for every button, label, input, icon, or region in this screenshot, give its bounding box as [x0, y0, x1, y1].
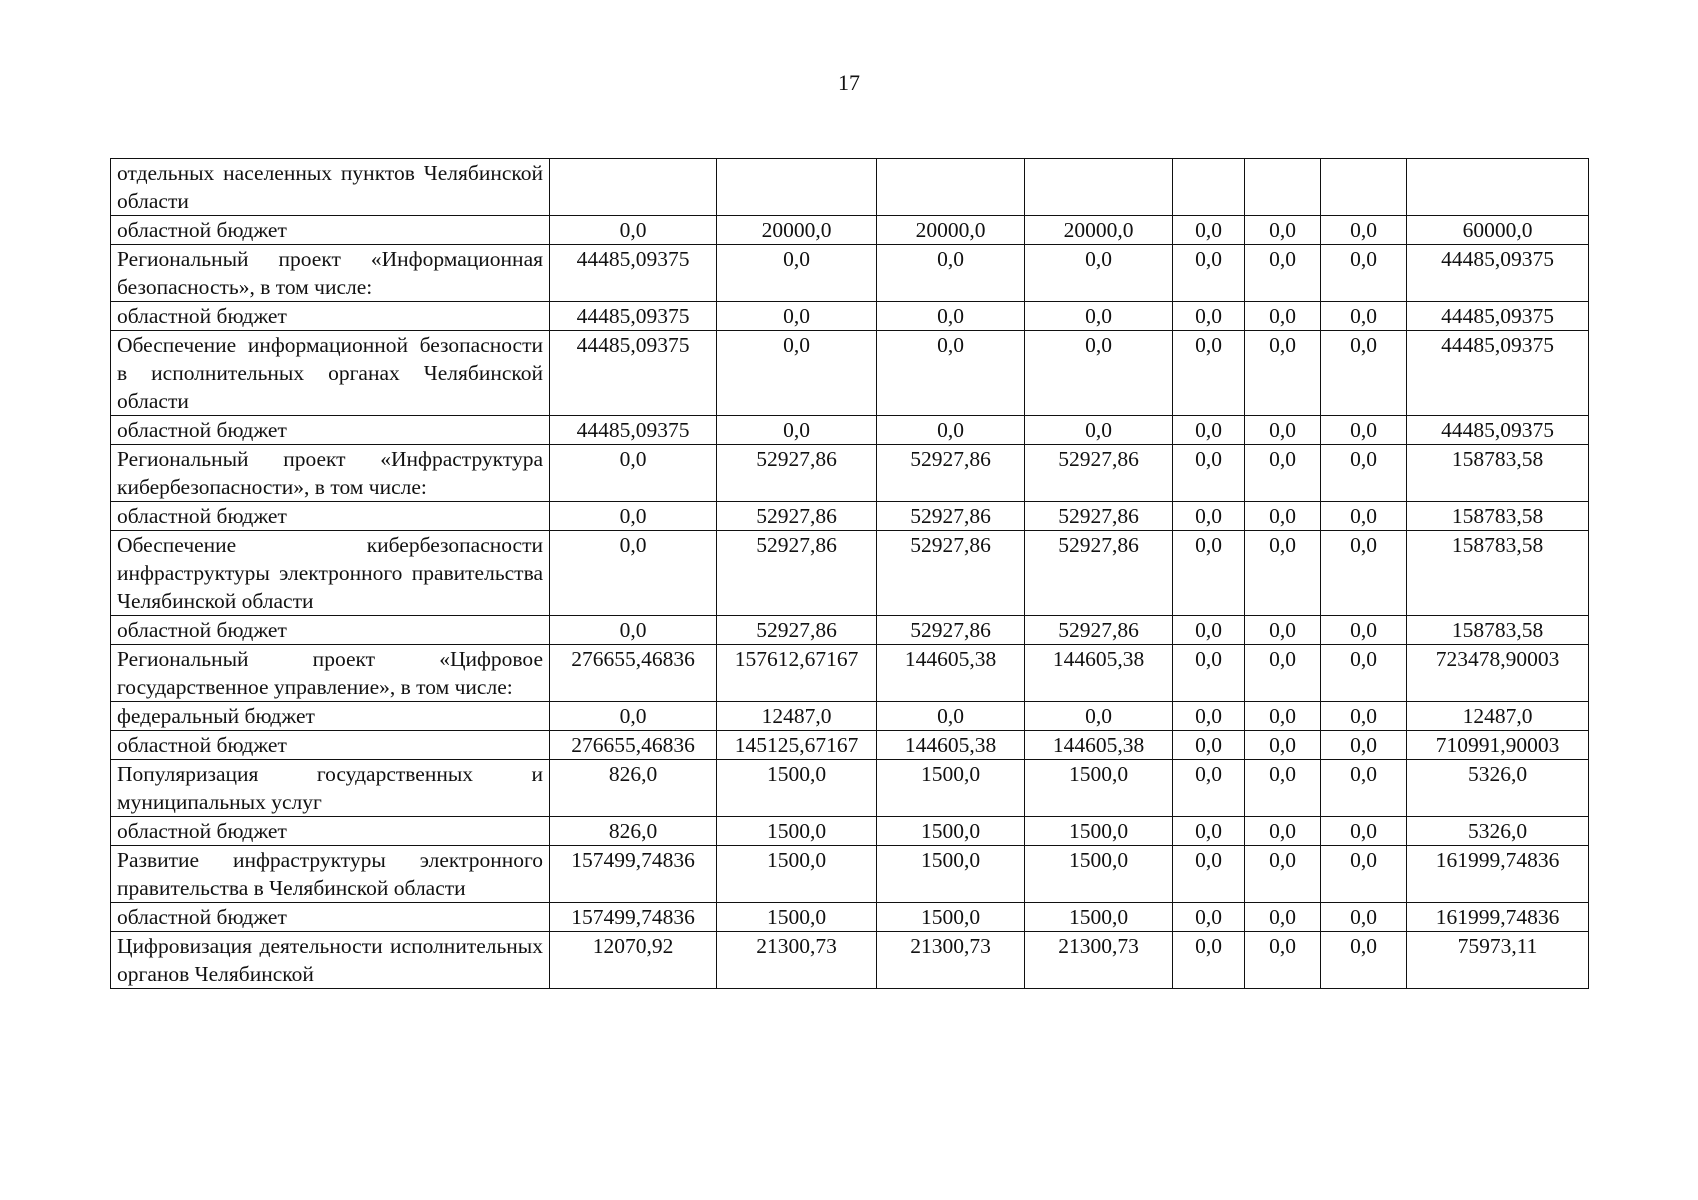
value-cell: 44485,09375 [1407, 416, 1589, 445]
value-cell: 144605,38 [877, 731, 1025, 760]
table-row [111, 731, 1589, 760]
value-cell: 52927,86 [717, 445, 877, 502]
table-row [111, 245, 1589, 302]
value-cell: 0,0 [1173, 903, 1245, 932]
value-cell: 0,0 [1025, 416, 1173, 445]
value-cell: 0,0 [1173, 502, 1245, 531]
value-cell: 0,0 [1245, 702, 1321, 731]
row-label: Обеспечение информационной безопасности в исполнительных органах Челябинской области [111, 331, 550, 416]
value-cell: 20000,0 [877, 216, 1025, 245]
value-cell: 158783,58 [1407, 616, 1589, 645]
value-cell: 21300,73 [877, 932, 1025, 989]
value-cell: 0,0 [1321, 245, 1407, 302]
value-cell [1173, 159, 1245, 216]
value-cell: 60000,0 [1407, 216, 1589, 245]
value-cell: 0,0 [550, 531, 717, 616]
value-cell: 0,0 [1245, 502, 1321, 531]
value-cell: 157612,67167 [717, 645, 877, 702]
value-cell: 44485,09375 [550, 331, 717, 416]
value-cell [550, 159, 717, 216]
value-cell: 0,0 [1173, 416, 1245, 445]
value-cell: 0,0 [717, 331, 877, 416]
table-row [111, 903, 1589, 932]
value-cell: 0,0 [877, 331, 1025, 416]
table-row [111, 760, 1589, 817]
value-cell: 157499,74836 [550, 846, 717, 903]
value-cell: 0,0 [1245, 531, 1321, 616]
value-cell [1245, 159, 1321, 216]
value-cell: 0,0 [550, 616, 717, 645]
value-cell: 0,0 [1173, 645, 1245, 702]
value-cell: 52927,86 [877, 445, 1025, 502]
budget-table [110, 158, 1589, 989]
value-cell: 1500,0 [717, 903, 877, 932]
value-cell: 0,0 [1321, 760, 1407, 817]
row-label: областной бюджет [111, 817, 550, 846]
value-cell: 0,0 [877, 416, 1025, 445]
value-cell: 44485,09375 [1407, 245, 1589, 302]
value-cell: 1500,0 [717, 846, 877, 903]
value-cell: 0,0 [1321, 903, 1407, 932]
value-cell: 52927,86 [717, 502, 877, 531]
row-label: Обеспечение кибербезопасности инфраструктуры электронного правительства Челябинской области [111, 531, 550, 616]
value-cell: 52927,86 [877, 502, 1025, 531]
value-cell: 1500,0 [717, 760, 877, 817]
value-cell: 0,0 [1173, 760, 1245, 817]
value-cell: 0,0 [1173, 616, 1245, 645]
value-cell: 1500,0 [877, 817, 1025, 846]
table-body [111, 159, 1589, 989]
table-row [111, 645, 1589, 702]
value-cell: 157499,74836 [550, 903, 717, 932]
value-cell: 0,0 [1245, 245, 1321, 302]
table-row [111, 331, 1589, 416]
value-cell [717, 159, 877, 216]
value-cell: 52927,86 [1025, 445, 1173, 502]
value-cell: 1500,0 [877, 903, 1025, 932]
value-cell: 0,0 [1245, 616, 1321, 645]
value-cell: 0,0 [1173, 302, 1245, 331]
value-cell: 0,0 [550, 502, 717, 531]
value-cell: 5326,0 [1407, 817, 1589, 846]
value-cell: 0,0 [1173, 817, 1245, 846]
value-cell: 0,0 [877, 245, 1025, 302]
table-row [111, 159, 1589, 216]
value-cell: 144605,38 [1025, 645, 1173, 702]
value-cell: 826,0 [550, 760, 717, 817]
value-cell: 0,0 [1025, 245, 1173, 302]
value-cell: 1500,0 [1025, 903, 1173, 932]
value-cell: 52927,86 [1025, 531, 1173, 616]
value-cell: 44485,09375 [550, 245, 717, 302]
value-cell: 20000,0 [1025, 216, 1173, 245]
value-cell [1025, 159, 1173, 216]
row-label: областной бюджет [111, 903, 550, 932]
row-label: Популяризация государственных и муниципальных услуг [111, 760, 550, 817]
value-cell: 0,0 [1321, 932, 1407, 989]
value-cell: 0,0 [1245, 731, 1321, 760]
table-row [111, 416, 1589, 445]
value-cell: 0,0 [1321, 216, 1407, 245]
table-row [111, 445, 1589, 502]
table-row [111, 302, 1589, 331]
value-cell: 0,0 [1245, 817, 1321, 846]
value-cell: 0,0 [877, 702, 1025, 731]
table-row [111, 531, 1589, 616]
row-label: Региональный проект «Цифровое государственное управление», в том числе: [111, 645, 550, 702]
value-cell: 0,0 [1173, 731, 1245, 760]
value-cell: 12070,92 [550, 932, 717, 989]
value-cell: 0,0 [1321, 331, 1407, 416]
value-cell: 52927,86 [1025, 502, 1173, 531]
table-row [111, 502, 1589, 531]
value-cell: 12487,0 [717, 702, 877, 731]
row-label: Региональный проект «Информационная безопасность», в том числе: [111, 245, 550, 302]
value-cell: 0,0 [1245, 645, 1321, 702]
value-cell: 0,0 [1321, 616, 1407, 645]
table-row [111, 817, 1589, 846]
table-row [111, 846, 1589, 903]
table-row [111, 216, 1589, 245]
value-cell: 158783,58 [1407, 502, 1589, 531]
value-cell: 0,0 [550, 702, 717, 731]
value-cell: 0,0 [1321, 846, 1407, 903]
table-row [111, 932, 1589, 989]
value-cell: 0,0 [1245, 760, 1321, 817]
value-cell: 723478,90003 [1407, 645, 1589, 702]
table-row [111, 702, 1589, 731]
value-cell: 0,0 [1321, 702, 1407, 731]
value-cell: 0,0 [1025, 331, 1173, 416]
value-cell: 0,0 [550, 445, 717, 502]
value-cell: 44485,09375 [550, 302, 717, 331]
value-cell: 826,0 [550, 817, 717, 846]
value-cell: 0,0 [1173, 331, 1245, 416]
value-cell: 144605,38 [1025, 731, 1173, 760]
row-label: Цифровизация деятельности исполнительных органов Челябинской [111, 932, 550, 989]
value-cell: 20000,0 [717, 216, 877, 245]
value-cell: 0,0 [1173, 445, 1245, 502]
value-cell: 0,0 [1321, 416, 1407, 445]
value-cell [1407, 159, 1589, 216]
value-cell: 0,0 [1321, 302, 1407, 331]
value-cell: 1500,0 [1025, 846, 1173, 903]
value-cell: 0,0 [1321, 502, 1407, 531]
value-cell: 0,0 [1025, 302, 1173, 331]
value-cell: 1500,0 [1025, 817, 1173, 846]
value-cell: 75973,11 [1407, 932, 1589, 989]
value-cell: 0,0 [1245, 416, 1321, 445]
value-cell: 710991,90003 [1407, 731, 1589, 760]
value-cell: 0,0 [1025, 702, 1173, 731]
row-label: федеральный бюджет [111, 702, 550, 731]
value-cell: 0,0 [1245, 846, 1321, 903]
value-cell: 0,0 [1173, 245, 1245, 302]
value-cell: 21300,73 [1025, 932, 1173, 989]
value-cell: 0,0 [1173, 702, 1245, 731]
value-cell: 161999,74836 [1407, 846, 1589, 903]
value-cell: 0,0 [1321, 645, 1407, 702]
row-label: Развитие инфраструктуры электронного правительства в Челябинской области [111, 846, 550, 903]
value-cell: 52927,86 [877, 531, 1025, 616]
value-cell: 44485,09375 [1407, 302, 1589, 331]
row-label: областной бюджет [111, 616, 550, 645]
value-cell: 144605,38 [877, 645, 1025, 702]
value-cell: 0,0 [1321, 731, 1407, 760]
value-cell: 0,0 [717, 245, 877, 302]
value-cell [1321, 159, 1407, 216]
row-label: областной бюджет [111, 502, 550, 531]
value-cell: 0,0 [1173, 846, 1245, 903]
value-cell: 0,0 [717, 302, 877, 331]
value-cell: 44485,09375 [550, 416, 717, 445]
value-cell: 0,0 [1245, 216, 1321, 245]
value-cell: 0,0 [1321, 445, 1407, 502]
value-cell: 1500,0 [717, 817, 877, 846]
row-label: областной бюджет [111, 216, 550, 245]
value-cell: 5326,0 [1407, 760, 1589, 817]
row-label: областной бюджет [111, 302, 550, 331]
value-cell: 12487,0 [1407, 702, 1589, 731]
row-label: областной бюджет [111, 416, 550, 445]
value-cell: 276655,46836 [550, 645, 717, 702]
value-cell [877, 159, 1025, 216]
value-cell: 0,0 [1245, 331, 1321, 416]
value-cell: 0,0 [1321, 817, 1407, 846]
value-cell: 52927,86 [877, 616, 1025, 645]
table-row [111, 616, 1589, 645]
row-label: областной бюджет [111, 731, 550, 760]
value-cell: 161999,74836 [1407, 903, 1589, 932]
value-cell: 158783,58 [1407, 531, 1589, 616]
value-cell: 0,0 [1173, 932, 1245, 989]
row-label: отдельных населенных пунктов Челябинской области [111, 159, 550, 216]
value-cell: 276655,46836 [550, 731, 717, 760]
value-cell: 0,0 [1173, 216, 1245, 245]
value-cell: 145125,67167 [717, 731, 877, 760]
value-cell: 1500,0 [1025, 760, 1173, 817]
value-cell: 0,0 [1245, 445, 1321, 502]
value-cell: 0,0 [1245, 302, 1321, 331]
value-cell: 0,0 [1245, 903, 1321, 932]
value-cell: 0,0 [550, 216, 717, 245]
row-label: Региональный проект «Инфраструктура кибербезопасности», в том числе: [111, 445, 550, 502]
value-cell: 0,0 [1245, 932, 1321, 989]
value-cell: 52927,86 [717, 531, 877, 616]
value-cell: 1500,0 [877, 846, 1025, 903]
value-cell: 44485,09375 [1407, 331, 1589, 416]
value-cell: 52927,86 [1025, 616, 1173, 645]
value-cell: 0,0 [717, 416, 877, 445]
value-cell: 0,0 [1173, 531, 1245, 616]
value-cell: 21300,73 [717, 932, 877, 989]
value-cell: 158783,58 [1407, 445, 1589, 502]
value-cell: 1500,0 [877, 760, 1025, 817]
value-cell: 0,0 [1321, 531, 1407, 616]
value-cell: 52927,86 [717, 616, 877, 645]
page-number: 17 [838, 70, 860, 95]
value-cell: 0,0 [877, 302, 1025, 331]
